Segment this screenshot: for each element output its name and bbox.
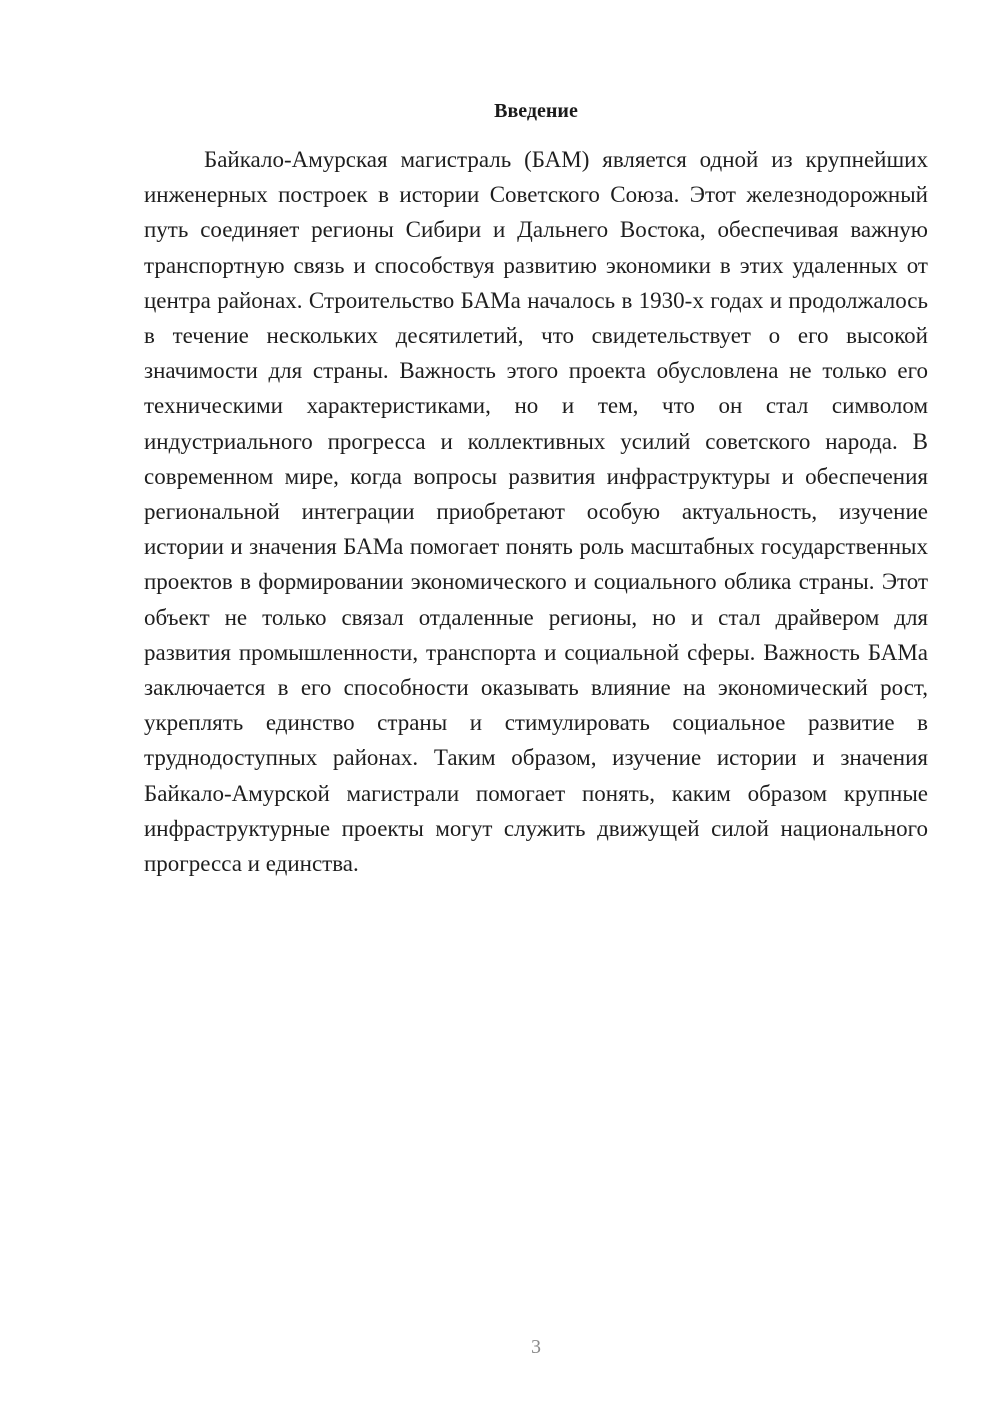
- page-number: 3: [531, 1336, 541, 1358]
- body-paragraph: Байкало-Амурская магистраль (БАМ) является одной из крупнейших инженерных построек в истории Советского Союза. Этот железнодорожный путь соединяет регионы Сибири и Дальнего Востока, обеспечивая важную транспортную связь и способствуя развитию экономики в этих удаленных от центра районах. Строительство БАМа началось в 1930-х годах и продолжалось в течение нескольких десятилетий, что свидетельствует о его высокой значимости для страны. Важность этого проекта обусловлена не только его техническими характеристиками, но и тем, что он стал символом индустриального прогресса и коллективных усилий советского народа. В современном мире, когда вопросы развития инфраструктуры и обеспечения региональной интеграции приобретают особую актуальность, изучение истории и значения БАМа помогает понять роль масштабных государственных проектов в формировании экономического и социального облика страны. Этот объект не только связал отдаленные регионы, но и стал драйвером для развития промышленности, транспорта и социальной сферы. Важность БАМа заключается в его способности оказывать влияние на экономический рост, укреплять единство страны и стимулировать социальное развитие в труднодоступных районах. Таким образом, изучение истории и значения Байкало-Амурской магистрали помогает понять, каким образом крупные инфраструктурные проекты могут служить движущей силой национального прогресса и единства.: [144, 147, 928, 877]
- section-heading: Введение: [494, 100, 578, 122]
